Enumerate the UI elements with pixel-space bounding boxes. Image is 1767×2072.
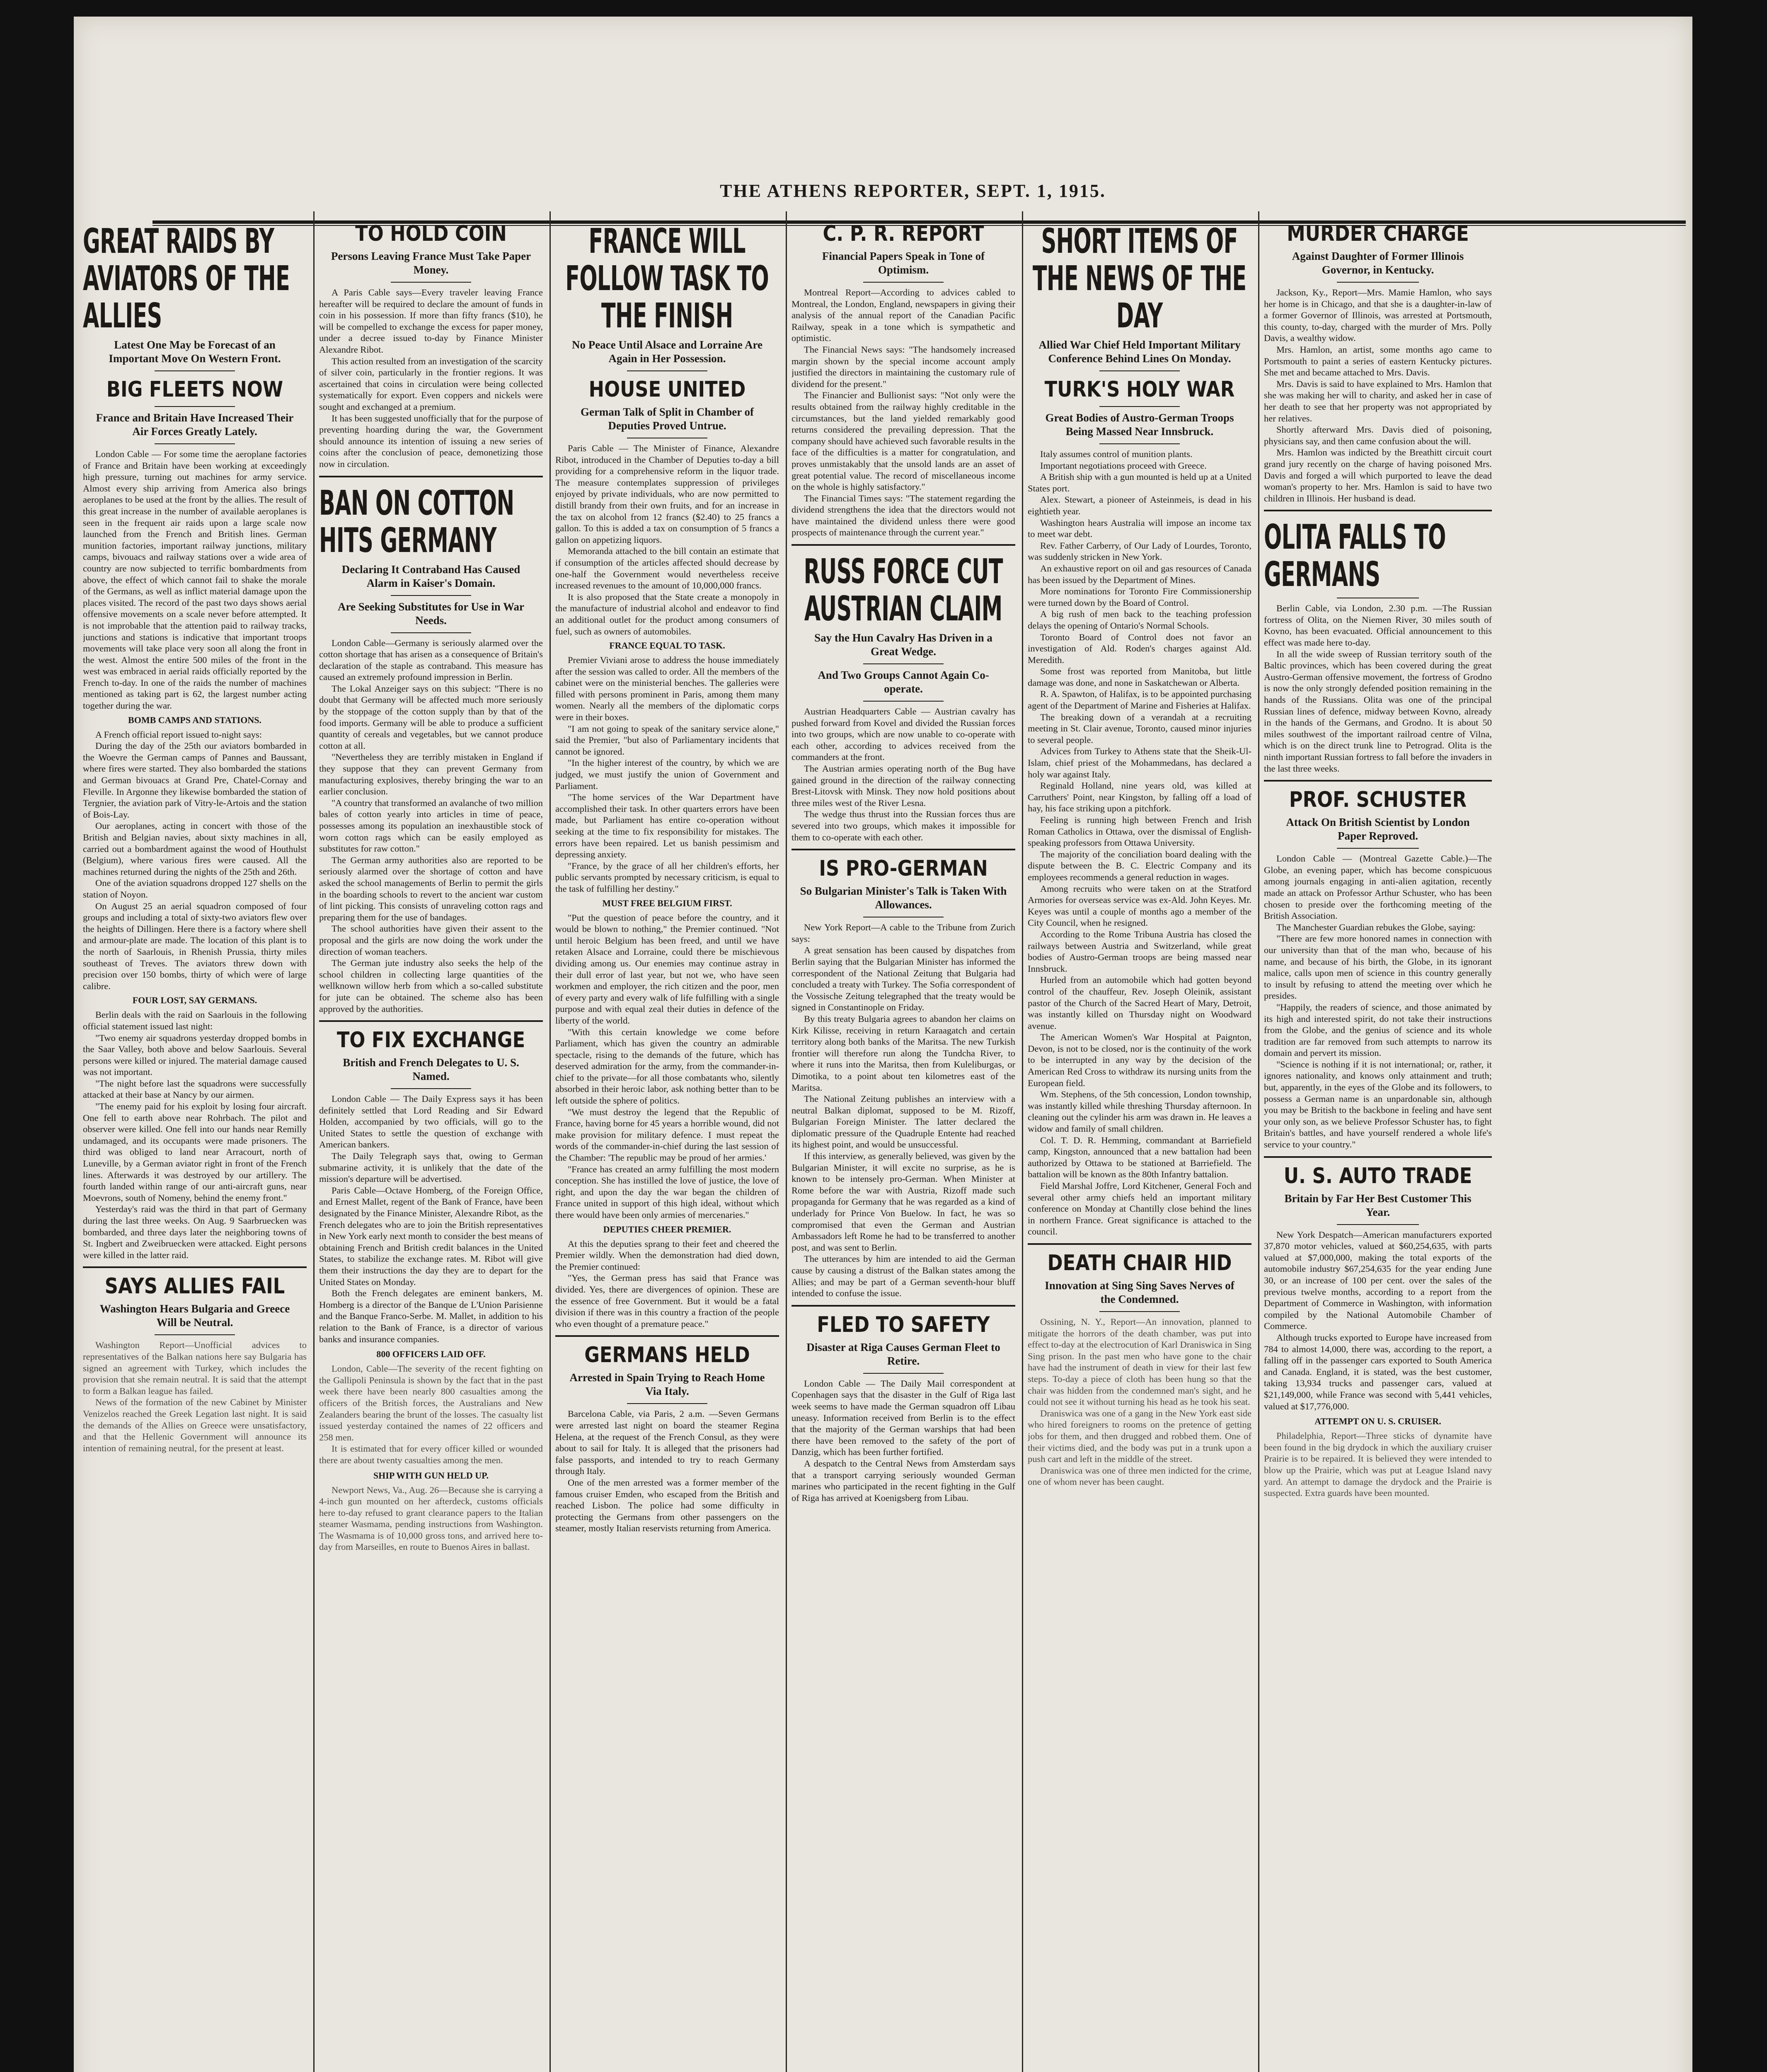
paragraph: One of the men arrested was a former member of the famous cruiser Emden, who escaped from the British and reached Lisbon. The police had some difficulty in protecting the Germans from other passengers on the steamer, mostly Italian reservists returning from America.: [555, 1477, 779, 1534]
paragraph: "France, by the grace of all her children's efforts, her public servants prompted by necessary criticism, is equal to the task of fulfilling her destiny.": [555, 860, 779, 894]
paragraph: On August 25 an aerial squadron composed of four groups and including a total of sixty-two aviators flew over the heights of Dillingen. Here there is a factory where shell and armour-plate are made. The location of this plant is to the north of Saarlouis, in Rhenish Prussia, thirty miles southeast of Treves. The aviators threw down with precision over 150 bombs, thirty of which were of large calibre.: [83, 900, 307, 991]
divider: [1099, 406, 1180, 407]
article-divider: [1264, 780, 1492, 782]
headline: FRANCE WILL FOLLOW TASK TO THE FINISH: [565, 222, 769, 336]
divider: [863, 282, 944, 283]
paragraph: A despatch to the Central News from Amsterdam says that a transport carrying seriously wounded German marines who participated in the recent fighting in the Gulf of Riga has arrived at Koenigsberg from Libau.: [792, 1458, 1015, 1503]
divider: [1337, 848, 1419, 849]
article-olita-falls: [1264, 519, 1492, 774]
paragraph: A British ship with a gun mounted is held up at a United States port.: [1028, 472, 1251, 494]
paragraph: "A country that transformed an avalanche of two million bales of cotton yearly into articles in time of peace, possesses among its population an inexhaustible stock of worn cotton rags which can be easily employed as substitutes for raw cotton.": [319, 797, 543, 854]
paragraph: If this interview, as generally believed, was given by the Bulgarian Minister, it will excite no surprise, as he is known to be intensely pro-German. When Minister at Rome before the war with Austria, Rizoff made such propaganda for Germany that he was regarded as a kind of underlady for Prince Von Buelow. In fact, he was so compromised that even the German and Austrian Ambassadors left Rome he had to be transferred to another post, and was sent to Berlin.: [792, 1151, 1015, 1253]
divider: [391, 632, 471, 633]
paragraph: Premier Viviani arose to address the house immediately after the session was called to order. All the members of the cabinet were on the ministerial benches. The galleries were filled with persons prominent in Paris, among them many women. Nearly all the members of the diplomatic corps were in their boxes.: [555, 655, 779, 723]
paragraph: "We must destroy the legend that the Republic of France, having borne for 45 years a horrible wound, did not make provision for military defence. I must repeat the words of the commander-in-chief during the last session of the Chamber: 'The republic may be proud of her armies.': [555, 1106, 779, 1163]
divider: [155, 370, 235, 371]
headline: PROF. SCHUSTER: [1289, 787, 1467, 813]
paragraph: R. A. Spawton, of Halifax, is to be appointed purchasing agent of the Department of Marine and Fisheries at Halifax.: [1028, 689, 1251, 711]
headline: GREAT RAIDS BY AVIATORS OF THE ALLIES: [83, 222, 290, 336]
column-4: [792, 215, 1015, 2072]
paragraph: The Austrian armies operating north of the Bug have gained ground in the direction of the railway connecting Brest-Litovsk with Minsk. They now hold positions about three miles west of the River Lesna.: [792, 763, 1015, 808]
subhead: Declaring It Contraband Has Caused Alarm in Kaiser's Domain.: [341, 563, 520, 589]
paragraph: Jackson, Ky., Report—Mrs. Mamie Hamlon, who says her home is in Chicago, and that she is a daughter-in-law of a former Governor of Illinois, was arrested at Portsmouth, this county, to-day, charged with the murder of Mrs. Polly Davis, a wealthy widow.: [1264, 287, 1492, 344]
article-divider: [792, 849, 1015, 850]
paragraph: New York Despatch—American manufacturers exported 37,870 motor vehicles, valued at $60,254,635, with parts valued at $7,000,000, making the total exports of the automobile industry $67,254,635 for the year ending June 30, or an increase of 100 per cent. over the sales of the previous twelve months, according to a report from the Department of Commerce in Washington, with information compiled by the National Automobile Chamber of Commerce.: [1264, 1229, 1492, 1331]
paragraph: The National Zeitung publishes an interview with a neutral Balkan diplomat, supposed to be M. Rizoff, Bulgarian Foreign Minister. The latter declared the diplomatic pressure of the Quadruple Entente had reached its highest point, and would be unsuccessful.: [792, 1094, 1015, 1150]
article-us-auto-trade: [1264, 1164, 1492, 1412]
paragraph: A French official report issued to-night says:: [95, 729, 262, 740]
paragraph: Rev. Father Carberry, of Our Lady of Lourdes, Toronto, was suddenly stricken in New York.: [1028, 540, 1251, 562]
paragraph: Alex. Stewart, a pioneer of Asteinmeis, is dead in his eightieth year.: [1028, 494, 1251, 516]
headline: OLITA FALLS TO GERMANS: [1264, 518, 1446, 595]
column-6: [1264, 215, 1492, 2072]
paragraph: London Cable — For some time the aeroplane factories of France and Britain have been working at exceedingly high pressure, turning out machines for army service. Almost every ship arriving from America also brings aeroplanes to be used at the front by the allies. The result of this great increase in the number of available aeroplanes is seen in the frequent air raids upon a large scale now launched from the French and British lines. German munition factories, important railway junctions, military camps, bivouacs and railway stations over a wide area of country are now subjected to terrific bombardments from above, the effect of which cannot fail to shake the morale of the Germans, as well as inflict material damage upon the places visited. The record of the past two days shows aerial offensive movements on a scale never before attempted. It is not improbable that the attention paid to railway tracks, junctions and stations is indicative that important troops movements will take place very soon all along the front in the west. Almost the entire 500 miles of the front in the west was embraced in aerial raids officially reported by the French to-day. In one of the raids the number of machines mentioned as taking part is 62, the largest number acting together during the war.: [83, 449, 307, 711]
column-rule: [1258, 211, 1259, 2072]
paragraph: During the day of the 25th our aviators bombarded in the Woevre the German camps of Pannes and Baussant, where fires were started. They also bombarded the stations and German bivouacs at Grand Pre, Chatel-Cornay and Fleville. In Argonne they likewise bombarded the station of Tergnier, the aviation park of Vitry-le-Artois and the station of Bois-Lay.: [83, 741, 307, 820]
article-divider: [319, 1020, 543, 1022]
paragraph: Wm. Stephens, of the 5th concession, London township, was instantly killed while threshing Thursday afternoon. In cleaning out the cylinder his arm was drawn in. He leaves a widow and family of small children.: [1028, 1089, 1251, 1134]
headline: MURDER CHARGE: [1287, 221, 1469, 246]
headline-secondary: BIG FLEETS NOW: [106, 377, 283, 402]
paragraph: At this the deputies sprang to their feet and cheered the Premier wildly. When the demonstration had died down, the Premier continued:: [555, 1238, 779, 1272]
article-to-fix-exchange: [319, 1028, 543, 1345]
article-germans-held: [555, 1343, 779, 1534]
paragraph: "The enemy paid for his exploit by losing four aircraft. One fell to earth above near Rohrbach. The pilot and observer were killed. One fell into our hands near Remilly undamaged, and its occupants were made prisoners. The third was obliged to land near Arracourt, north of Luneville, by a German aviator right in front of the French lines. Afterwards it was destroyed by our artillery. The fourth landed within range of our anti-aircraft guns, near Moevrons, south of Nomeny, behind the enemy front.": [83, 1101, 307, 1203]
subhead: So Bulgarian Minister's Talk is Taken With Allowances.: [800, 885, 1007, 911]
headline: IS PRO-GERMAN: [819, 856, 988, 881]
subhead-secondary: And Two Groups Cannot Again Co-operate.: [818, 669, 989, 695]
paragraph: By this treaty Bulgaria agrees to abandon her claims on Kirk Kilisse, receiving in return Karaagatch and certain territory along both banks of the Maritsa. The new Turkish frontier will therefore run along the Tundcha River, to where it runs into the Maritsa, then from Kuleliburgas, or Dimotika, to a point about ten kilometres east of the Maritsa.: [792, 1013, 1015, 1093]
headline: RUSS FORCE CUT AUSTRIAN CLAIM: [804, 552, 1003, 629]
column-rule: [1022, 211, 1023, 2072]
paragraph: "The home services of the War Department have accomplished their task. In other quarters errors have been made, but Parliament has entire co-operation without seeking at the time to fix responsibility for mistakes. The errors have been repaired. Let us banish pessimism and depressing anxiety.: [555, 792, 779, 860]
subhead: British and French Delegates to U. S. Named.: [343, 1056, 519, 1083]
subhead: Against Daughter of Former Illinois Governor, in Kentucky.: [1292, 250, 1464, 276]
paragraph: A great sensation has been caused by dispatches from Berlin saying that the Bulgarian Minister has informed the correspondent of the National Zeitung that Bulgaria had concluded a treaty with Turkey. The Sofia correspondent of the Vossische Zeitung telegraphed that the treaty would be signed in Constantinople on Friday.: [792, 945, 1015, 1013]
headline: TO FIX EXCHANGE: [336, 1028, 525, 1053]
paragraph: Washington Report—Unofficial advices to representatives of the Balkan nations here say Bulgaria has signed an agreement with Turkey, which includes the provision that she remain neutral. It is said that the attempt to form a Balkan league has failed.: [83, 1340, 307, 1396]
section-head: FRANCE EQUAL TO TASK.: [609, 640, 725, 651]
paragraph: Berlin deals with the raid on Saarlouis in the following official statement issued last night:: [83, 1009, 307, 1031]
article-divider: [792, 544, 1015, 546]
paragraph: Although trucks exported to Europe have increased from 784 to almost 14,000, there was, according to the report, a falling off in the passenger cars exported to South America and Canada. England, it is stated, was the best customer, taking 13,934 trucks and passenger cars, valued at $21,149,000, while France was second with 5,441 vehicles, valued at $17,776,000.: [1264, 1332, 1492, 1411]
paragraph: Hurled from an automobile which had gotten beyond control of the chauffeur, Rev. Joseph Oleinik, assistant pastor of the Church of the Sacred Heart of Mary, Detroit, was instantly killed on Thursday night on Woodward avenue.: [1028, 975, 1251, 1031]
paragraph: The Financial Times says: "The statement regarding the dividend strengthens the idea that the directors would not have maintained the dividend unless there were good prospects of maintenance through the current year.": [792, 493, 1015, 538]
paragraph: The school authorities have given their assent to the proposal and the girls are now doing the work under the direction of woman teachers.: [319, 923, 543, 957]
paragraph: Mrs. Hamlon was indicted by the Breathitt circuit court grand jury recently on the charge of having poisoned Mrs. Davis and forged a will which purported to leave the dead woman's property to her. Mrs. Hamlon is said to have two children in Illinois. Her husband is dead.: [1264, 447, 1492, 503]
headline: GERMANS HELD: [584, 1343, 750, 1368]
headline: DEATH CHAIR HID: [1047, 1250, 1232, 1276]
article-divider: [83, 1266, 307, 1268]
paragraph: Draniswica was one of a gang in the New York east side who hired foreigners to rooms on the pretence of getting jobs for them, and then drugged and robbed them. One of their victims died, and the body was put in a trunk upon a push cart and left in the middle of the street.: [1028, 1408, 1251, 1464]
paragraph: London Cable — The Daily Express says it has been definitely settled that Lord Reading and Sir Edward Holden, accompanied by two officials, will go to the United States to settle the question of exchange with American bankers.: [319, 1094, 543, 1150]
divider: [1099, 370, 1180, 371]
subhead: Innovation at Sing Sing Saves Nerves of the Condemned.: [1045, 1279, 1234, 1305]
paragraph: "Nevertheless they are terribly mistaken in England if they suppose that they can prevent Germany from manufacturing explosives, thereby bringing the war to an earlier conclusion.: [319, 752, 543, 797]
section-head: BOMB CAMPS AND STATIONS.: [128, 714, 261, 725]
paragraph: The German jute industry also seeks the help of the school children in collecting large quantities of the wellknown willow herb from which a so-called substitute for jute can be obtained. The scheme also has been approved by the authorities.: [319, 958, 543, 1014]
section-head: FOUR LOST, SAY GERMANS.: [132, 995, 257, 1006]
paragraph: "In the higher interest of the country, by which we are judged, we must justify the union of Government and Parliament.: [555, 758, 779, 791]
divider: [1337, 1224, 1419, 1225]
paragraph: "The night before last the squadrons were successfully attacked at their base at Nancy by our airmen.: [83, 1078, 307, 1100]
divider: [627, 1403, 707, 1404]
paragraph: London Cable—Germany is seriously alarmed over the cotton shortage that has arisen as a consequence of Britain's declaration of the staple as contraband. This measure has caused an extremely profound impression in Berlin.: [319, 637, 543, 683]
paragraph: It is estimated that for every officer killed or wounded there are about twenty casualties among the men.: [319, 1443, 543, 1465]
subhead: Allied War Chief Held Important Military Conference Behind Lines On Monday.: [1038, 339, 1241, 365]
paragraph: Mrs. Davis is said to have explained to Mrs. Hamlon that she was making her will to charity, and asked her in case of her death to see that her property was not appropriated by her relatives.: [1264, 378, 1492, 424]
section-head: DEPUTIES CHEER PREMIER.: [603, 1224, 731, 1234]
paragraph: "Science is nothing if it is not international; or, rather, it ignores nationality, and knows only attainment and truth; but, apparently, in the eyes of the Globe and its followers, to possess a German name is an unpardonable sin, although you may be British to the backbone in feeling and have sent your only son, as we believe Professor Schuster has, to fight Britain's battles, and have yourself rendered a whole life's service to your country.": [1264, 1059, 1492, 1150]
subhead-secondary: France and Britain Have Increased Their Air Forces Greatly Lately.: [96, 411, 294, 438]
paragraph: Ossining, N. Y., Report—An innovation, planned to mitigate the horrors of the death chamber, was put into effect to-day at the electrocution of Karl Draniswica in Sing Sing prison. In the past men who have gone to the chair have had the instrument of death in view for their last few steps. To-day a piece of cloth has been hung so that the chair was hidden from the condemned man's sight, and he could not see it without turning his head as he took his seat.: [1028, 1316, 1251, 1407]
paragraph: In all the wide sweep of Russian territory south of the Baltic provinces, which has been covered during the great Austro-German offensive movement, the fortress of Grodno is now the only strongly defended position remaining in the hands of the Russians. Olita was one of the principal Russian lines of defence, midway between Kovno, already in the hands of the Germans, and Grodno. It is about 50 miles southwest of the important railroad centre of Vilna, which is on the direct trunk line to Petrograd. Olita is the ninth important Russian fortress to fall before the invaders in the last three weeks.: [1264, 649, 1492, 774]
paragraph: Paris Cable—Octave Homberg, of the Foreign Office, and Ernest Mallet, regent of the Bank of France, have been designated by the Finance Minister, Alexandre Ribot, as the French delegates who are to join the British representatives in New York early next month to consider the best means of obtaining French and British credit balances in the United States, to stabilize the exchange rates. M. Ribot will give them their instructions the day they are to depart for the United States on Monday.: [319, 1185, 543, 1287]
headline: BAN ON COTTON HITS GERMANY: [319, 483, 514, 560]
divider: [391, 595, 471, 596]
paragraph: Yesterday's raid was the third in that part of Germany during the last three weeks. On Aug. 9 Saarbruecken was bombarded, and three days later the neighboring towns of St. Ingbert and Zweibruecken were attacked. Eight persons were killed in the latter raid.: [83, 1204, 307, 1260]
divider: [863, 663, 944, 664]
paragraph: Feeling is running high between French and Irish Roman Catholics in Ottawa, over the dismissal of English-speaking professors from Ottawa University.: [1028, 815, 1251, 848]
article-russ-force: [792, 553, 1015, 843]
paragraph: The breaking down of a verandah at a recruiting meeting in St. Clair avenue, Toronto, caused minor injuries to several people.: [1028, 712, 1251, 745]
article-france-will-follow: [555, 223, 779, 1329]
paragraph: The Manchester Guardian rebukes the Globe, saying:: [1276, 922, 1476, 932]
headline: ATTEMPT ON U. S. CRUISER.: [1314, 1416, 1441, 1427]
paragraph: Barcelona Cable, via Paris, 2 a.m. —Seven Germans were arrested last night on board the steamer Regina Helena, at the request of the French Consul, as they were about to sail for Italy. It is alleged that the prisoners had false passports, and intended to try to reach Germany through Italy.: [555, 1409, 779, 1477]
paragraph: Paris Cable — The Minister of Finance, Alexandre Ribot, introduced in the Chamber of Deputies to-day a bill providing for a comprehensive reform in the liquor trade. The measure contemplates suppression of privileges enjoyed by private individuals, who are now permitted to distill brandy from their own fruits, and for an increase in the tax on alcohol from 12 francs ($2.40) to 25 francs a gallon. To this is added a tax on consumption of 5 francs a gallon on appetizing liquors.: [555, 443, 779, 545]
headline: C. P. R. REPORT: [823, 221, 984, 246]
subhead: Attack On British Scientist by London Paper Reproved.: [1286, 816, 1470, 842]
headline: SHIP WITH GUN HELD UP.: [373, 1470, 489, 1481]
column-rule: [313, 211, 315, 2072]
paragraph: The Financial News says: "The handsomely increased margin shown by the special income account amply justified the directors in maintaining the customary rule of dividend for the present.": [792, 344, 1015, 389]
article-800-officers: [319, 1349, 543, 1466]
paragraph: Shortly afterward Mrs. Davis died of poisoning, physicians say, and then came confusion about the will.: [1264, 424, 1492, 446]
paragraph: A big rush of men back to the teaching profession delays the opening of Ontario's Normal Schools.: [1028, 609, 1251, 631]
column-5: [1028, 215, 1251, 2072]
masthead: THE ATHENS REPORTER, SEPT. 1, 1915.: [720, 181, 1106, 201]
subhead: No Peace Until Alsace and Lorraine Are Again in Her Possession.: [572, 339, 762, 365]
paragraph: Philadelphia, Report—Three sticks of dynamite have been found in the big drydock in which the auxiliary cruiser Prairie is to be repaired. It is believed they were intended to blow up the Prairie, which was put at League Island navy yard. An attempt to damage the drydock and the Prairie is suspected. Extra guards have been mounted.: [1264, 1431, 1492, 1498]
paragraph: "France has created an army fulfilling the most modern conception. She has instilled the love of justice, the love of right, and upon the day the war began the children of France united in support of this high ideal, without which there would have been only armies of mercenaries.": [555, 1164, 779, 1220]
paragraph: More nominations for Toronto Fire Commissionership were turned down by the Board of Control.: [1028, 586, 1251, 608]
article-ban-on-cotton: [319, 485, 543, 1015]
section-head: MUST FREE BELGIUM FIRST.: [602, 898, 732, 908]
article-divider: [1028, 1243, 1251, 1245]
divider: [155, 443, 235, 444]
paragraph: Memoranda attached to the bill contain an estimate that if consumption of the articles affected should decrease by one-half the Government would nevertheless receive increased revenues to the amount of 10,000,000 francs.: [555, 546, 779, 591]
paragraph: The wedge thus thrust into the Russian forces thus are severed into two groups, which makes it impossible for them to co-operate with each other.: [792, 809, 1015, 842]
subhead-secondary: Are Seeking Substitutes for Use in War Needs.: [337, 600, 525, 627]
paragraph: Austrian Headquarters Cable — Austrian cavalry has pushed forward from Kovel and divided the Russian forces into two groups, which are now unable to co-operate with each other, according to advices received from the commanders at the front.: [792, 706, 1015, 762]
article-death-chair: [1028, 1251, 1251, 1488]
subhead: Britain by Far Her Best Customer This Year.: [1284, 1192, 1472, 1218]
article-says-allies-fail: [83, 1274, 307, 1454]
paragraph: London Cable — The Daily Mail correspondent at Copenhagen says that the disaster in the Gulf of Riga last week seems to have made the German squadron off Libau uneasy. Information received from Berlin is to the effect that the majority of the German warships that had been there have been removed to the safety of the port of Danzig, which has been further fortified.: [792, 1378, 1015, 1457]
paragraph: Reginald Holland, nine years old, was killed at Carruthers' Point, near Kingston, by falling off a load of hay, his face striking upon a pitchfork.: [1028, 780, 1251, 814]
article-divider: [1264, 510, 1492, 511]
paragraph: Montreal Report—According to advices cabled to Montreal, the London, England, newspapers in giving their analysis of the annual report of the Canadian Pacific Railway, speak in a tone which is sympathetic and optimistic.: [792, 287, 1015, 344]
paragraph: The Daily Telegraph says that, owing to German submarine activity, it is unlikely that the date of the mission's departure will be advertised.: [319, 1151, 543, 1184]
paragraph: The majority of the conciliation board dealing with the dispute between the B. C. Electric Company and its employees recommends a general reduction in wages.: [1028, 849, 1251, 882]
paragraph: One of the aviation squadrons dropped 127 shells on the station of Noyon.: [83, 878, 307, 900]
subhead-secondary: German Talk of Split in Chamber of Deputies Proved Untrue.: [580, 406, 754, 432]
headline: U. S. AUTO TRADE: [1283, 1163, 1472, 1188]
article-divider: [319, 476, 543, 477]
paragraph: Col. T. D. R. Hemming, commandant at Barriefield camp, Kingston, announced that a new battalion had been authorized by Ottawa to be stationed at Barriefield. The battalion will be known as the 80th Infantry battalion.: [1028, 1135, 1251, 1180]
headline: SHORT ITEMS OF THE NEWS OF THE DAY: [1033, 222, 1247, 336]
paragraph: Toronto Board of Control does not favor an investigation of Ald. Roden's charges against Ald. Meredith.: [1028, 632, 1251, 665]
column-rule: [549, 211, 551, 2072]
paragraph: The Lokal Anzeiger says on this subject: "There is no doubt that Germany will be affected much more seriously by the stoppage of the cotton supply than by that of the food imports. Germany will be able to produce a sufficient quantity of cereals and vegetables, but we cannot produce cotton at all.: [319, 683, 543, 751]
divider: [1099, 1311, 1180, 1312]
paragraph: A Paris Cable says—Every traveler leaving France hereafter will be required to declare the amount of funds in coin in his possession. If more than fifty francs ($10), he will be compelled to exchange the excess for paper money, under a decree issued to-day by Finance Minister Alexandre Ribot.: [319, 287, 543, 355]
article-fled-to-safety: [792, 1312, 1015, 1504]
paragraph: Among recruits who were taken on at the Stratford Armories for overseas service was ex-Ald. John Keyes. Mr. Keyes was until a couple of months ago a member of the City Council, when he resigned.: [1028, 883, 1251, 928]
paragraph: Field Marshal Joffre, Lord Kitchener, General Foch and several other army chiefs held an important military conference on Monday at Chantilly close behind the lines in northern France. Great significance is attached to the council.: [1028, 1181, 1251, 1237]
subhead-secondary: Great Bodies of Austro-German Troops Being Massed Near Innsbruck.: [1045, 411, 1234, 438]
column-3: [555, 215, 779, 2072]
subhead: Financial Papers Speak in Tone of Optimism.: [822, 250, 985, 276]
article-cpr-report: [792, 221, 1015, 538]
article-great-raids: [83, 223, 307, 1261]
headline-secondary: TURK'S HOLY WAR: [1044, 377, 1235, 402]
headline: 800 OFFICERS LAID OFF.: [376, 1349, 486, 1360]
paragraph: Our aeroplanes, acting in concert with those of the British and Belgian navies, about sixty machines in all, carried out a bombardment against the wood of Houthulst (Belgium), where various fires were caused. All the machines returned during the nights of the 25th and 26th.: [83, 821, 307, 877]
paragraph: "Two enemy air squadrons yesterday dropped bombs in the Saar Valley, both above and below Saarlouis. Several persons were killed or injured. The material damage caused was not important.: [83, 1032, 307, 1077]
column-rule: [786, 211, 787, 2072]
divider: [1099, 443, 1180, 444]
paragraph: "Put the question of peace before the country, and it would be blown to nothing," the Premier continued. "Not until heroic Belgium has been freed, and until we have retaken Alsace and Lorraine, could there be mischievous dividing among us. Our enemies may continue astray in their dull error of last year, but not we, who have seen workmen and employer, the rich citizen and the poor, men of every party and every walk of life fulfilling with a single purpose and with equal zeal their duties in defence of the liberty of the world.: [555, 912, 779, 1026]
headline: TO HOLD COIN: [355, 221, 507, 246]
paragraph: It has been suggested unofficially that for the purpose of preventing hoarding during the war, the Government should announce its intention of issuing a new series of coins after the conclusion of peace, demonetizing those now in circulation.: [319, 413, 543, 469]
headline: SAYS ALLIES FAIL: [104, 1274, 285, 1299]
article-to-hold-coin: [319, 221, 543, 470]
article-prof-schuster: [1264, 787, 1492, 1150]
paragraph: The Financier and Bullionist says: "Not only were the results obtained from the railway highly creditable in the circumstances, but the land yielded remarkably good returns considered the prevailing depression. That the company should have achieved such favorable results in the face of the difficulties is a matter for congratulation, and proves unmistakably that the unsold lands are an asset of great potential value. The record of miscellaneous income on the whole is highly satisfactory.": [792, 390, 1015, 492]
subhead: Latest One May be Forecast of an Important Move On Western Front.: [109, 339, 281, 365]
divider: [391, 1088, 471, 1089]
paragraph: "Yes, the German press has said that France was divided. Yes, there are divergences of opinion. These are the essence of free Government. But it would be a fatal division if there was in this country a fraction of the people who even thought of a premature peace.": [555, 1273, 779, 1329]
paragraph: It is also proposed that the State create a monopoly in the manufacture of industrial alcohol and endeavor to find an additional outlet for the product among consumers of fuel, such as owners of automobiles.: [555, 591, 779, 637]
paragraph: "There are few more honored names in connection with our university than that of the man who, because of his name, and because of his birth, the Globe, in its ignorant malice, calls upon men of science in this country generally to insult by refusing to attend the meeting over which he presides.: [1264, 933, 1492, 1001]
paragraph: Berlin Cable, via London, 2.30 p.m. —The Russian fortress of Olita, on the Niemen River, 30 miles south of Kovno, has been evacuated. Official announcement to this effect was made here to-day.: [1264, 603, 1492, 648]
paragraph: "Happily, the readers of science, and those animated by its high and interested spirit, do not take their instructions from the Globe, and the genius of science and its whole tradition are far removed from such attempts to narrow its domain and pervert its mission.: [1264, 1002, 1492, 1058]
paragraph: This action resulted from an investigation of the scarcity of silver coin, particularly in the frontier regions. It was ascertained that coins in circulation were being collected systematically for export. Even coppers and nickels were sought and exchanged at a premium.: [319, 356, 543, 412]
paragraph: "I am not going to speak of the sanitary service alone," said the Premier, "but also of Parliamentary incidents that cannot be ignored.: [555, 723, 779, 757]
paragraph: Washington hears Australia will impose an income tax to meet war debt.: [1028, 517, 1251, 540]
divider: [155, 406, 235, 407]
subhead: Disaster at Riga Causes German Fleet to Retire.: [806, 1341, 1000, 1367]
headline-secondary: HOUSE UNITED: [588, 377, 746, 402]
column-1: [83, 215, 307, 2072]
divider: [863, 1373, 944, 1374]
paragraph: The German army authorities also are reported to be seriously alarmed over the shortage of cotton and have asked the school managements of Berlin to permit the girls in the boarding schools to revert to the ancient war custom of lint picking. This consists of unraveling cotton rags and preparing them for the use of bandages.: [319, 854, 543, 922]
paragraph: The utterances by him are intended to aid the German cause by causing a distrust of the Balkan states among the Allies; and may be part of a German seventh-hour bluff intended to confuse the issue.: [792, 1254, 1015, 1299]
paragraph: Newport News, Va., Aug. 26—Because she is carrying a 4-inch gun mounted on her afterdeck, customs officials here to-day refused to grant clearance papers to the Italian steamer Wasmama, pending instructions from Washington. The Wasmama is of 10,000 gross tons, and arrived here to-day from Marseilles, en route to Buenos Aires in ballast.: [319, 1484, 543, 1552]
paragraph: According to the Rome Tribuna Austria has closed the railways between Austria and Switzerland, while great bodies of Austro-German troops are being massed near Innsbruck.: [1028, 929, 1251, 974]
paragraph: Important negotiations proceed with Greece.: [1040, 460, 1207, 471]
column-2: [319, 215, 543, 2072]
paragraph: New York Report—A cable to the Tribune from Zurich says:: [792, 922, 1015, 944]
article-short-items: [1028, 223, 1251, 1237]
paragraph: The American Women's War Hospital at Paignton, Devon, is not to be closed, nor is the continuity of the work to be interrupted in any way by the decision of the American Red Cross to withdraw its nursing units from the European field.: [1028, 1032, 1251, 1088]
subhead: Washington Hears Bulgaria and Greece Will be Neutral.: [99, 1302, 290, 1329]
headline: FLED TO SAFETY: [817, 1312, 990, 1337]
subhead: Arrested in Spain Trying to Reach Home Via Italy.: [569, 1371, 765, 1398]
paragraph: Advices from Turkey to Athens state that the Sheik-Ul-Islam, chief priest of the Mohammedans, has declared a holy war against Italy.: [1028, 746, 1251, 779]
article-is-pro-german: [792, 856, 1015, 1299]
article-murder-charge: [1264, 221, 1492, 504]
paragraph: Some frost was reported from Manitoba, but little damage was done, and none in Saskatchewan or Alberta.: [1028, 666, 1251, 688]
paragraph: "With this certain knowledge we come before Parliament, which has given the country an admirable spectacle, rising to the demands of the future, which has deserved admiration for the army, from the commander-in-chief to the private—for all those combatants who, silently absorbed in their heroic labor, ask nothing better than to be left outside the sphere of politics.: [555, 1026, 779, 1106]
paragraph: Italy assumes control of munition plants.: [1040, 449, 1193, 459]
divider: [155, 1334, 235, 1335]
divider: [391, 282, 471, 283]
article-attempt-on-cruiser: [1264, 1416, 1492, 1499]
subhead: Persons Leaving France Must Take Paper Money.: [331, 250, 531, 276]
article-divider: [555, 1335, 779, 1337]
paragraph: An exhaustive report on oil and gas resources of Canada has been issued by the Department of Mines.: [1028, 563, 1251, 585]
article-ship-with-gun: [319, 1470, 543, 1553]
paragraph: Draniswica was one of three men indicted for the crime, one of whom never has been caught.: [1028, 1465, 1251, 1487]
paragraph: Both the French delegates are eminent bankers, M. Homberg is a director of the Banque de L'Union Parisienne and the Banque Franco-Serbe. M. Mallet, in addition to his relation to the Bank of France, is a director of various banks and insurance companies.: [319, 1288, 543, 1344]
paragraph: London Cable — (Montreal Gazette Cable.)—The Globe, an evening paper, which has become conspicuous among journals engaging in anti-alien agitation, recently made an attack on Professor Arthur Schuster, who has been chosen to preside over the forthcoming meeting of the British Association.: [1264, 853, 1492, 921]
paragraph: London, Cable—The severity of the recent fighting on the Gallipoli Peninsula is shown by the fact that in the past week there have been nearly 800 casualties among the officers of the British forces, the Australians and New Zealanders bearing the brunt of the losses. The casualty list issued yesterday contained the names of 22 officers and 258 men.: [319, 1363, 543, 1443]
divider: [627, 370, 707, 371]
article-divider: [792, 1305, 1015, 1307]
divider: [1337, 282, 1419, 283]
divider: [863, 701, 944, 702]
paragraph: Mrs. Hamlon, an artist, some months ago came to Portsmouth to paint a series of eastern Kentucky pictures. She met and became attached to Mrs. Davis.: [1264, 344, 1492, 378]
paragraph: News of the formation of the new Cabinet by Minister Venizelos reached the Greek Legation last night. It is said the demands of the Allies on Greece were unsatisfactory, and that the Hellenic Government will announce its intention of remaining neutral, for the present at least.: [83, 1397, 307, 1453]
article-divider: [1264, 1156, 1492, 1158]
subhead: Say the Hun Cavalry Has Driven in a Great Wedge.: [814, 632, 992, 658]
